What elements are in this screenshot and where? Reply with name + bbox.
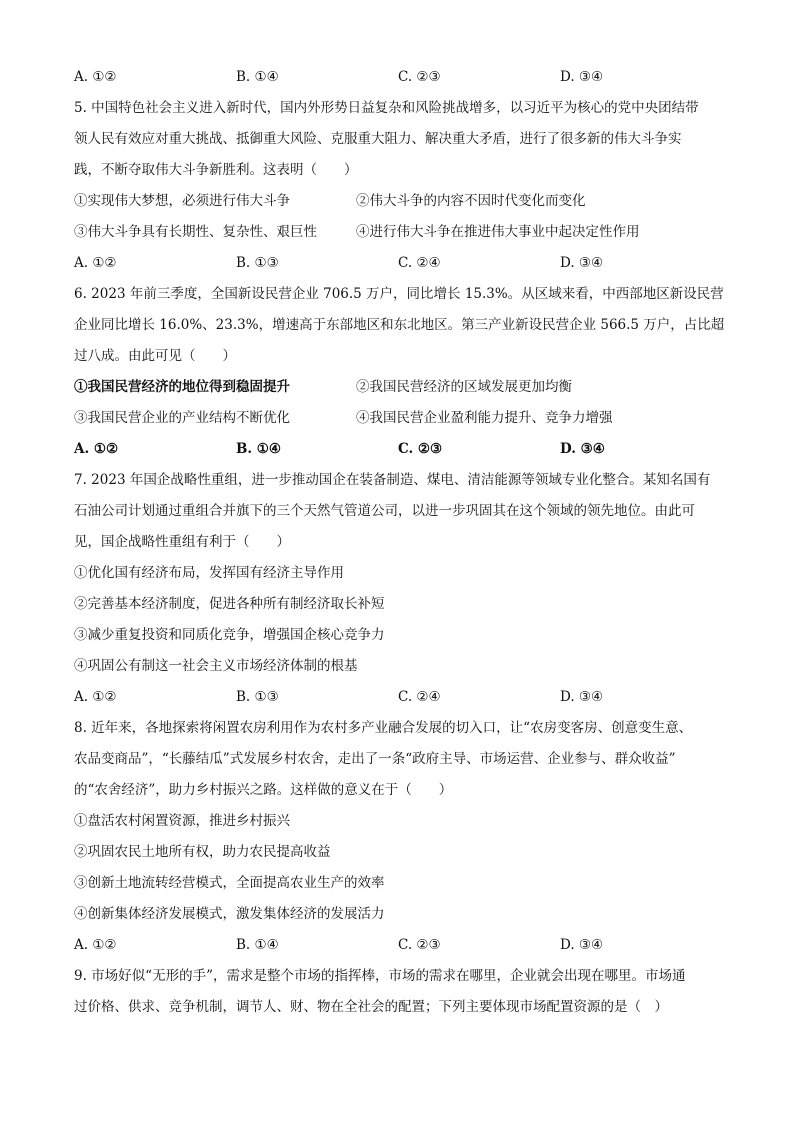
q4-option-a: A. ①② <box>74 69 117 85</box>
q7-option-b: B. ①③ <box>236 689 279 705</box>
q6-statement-row <box>74 403 724 434</box>
q8-statement-1: ①盘活农村闲置资源，推进乡村振兴 <box>74 813 290 829</box>
q5-option-b: B. ①③ <box>236 255 279 271</box>
q5-statement-4: ④进行伟大斗争在推进伟大事业中起决定性作用 <box>356 224 640 240</box>
question-5 <box>74 93 724 279</box>
q4-option-d: D. ③④ <box>560 69 604 85</box>
q7-options <box>74 682 724 713</box>
q7-option-d: D. ③④ <box>560 689 604 705</box>
q8-statement-2: ②巩固农民土地所有权，助力农民提高收益 <box>74 844 331 860</box>
q6-option-a: A. ①② <box>74 441 119 457</box>
q4-option-b: B. ①④ <box>236 69 279 85</box>
q8-option-d: D. ③④ <box>560 937 604 953</box>
q6-statement-2: ②我国民营经济的区域发展更加均衡 <box>356 379 572 395</box>
question-6 <box>74 279 724 465</box>
q8-statement-4: ④创新集体经济发展模式，激发集体经济的发展活力 <box>74 906 385 922</box>
q7-statement-1: ①优化国有经济布局，发挥国有经济主导作用 <box>74 565 344 581</box>
q6-statement-row <box>74 372 724 403</box>
q9-stem-line: 过价格、供求、竞争机制，调节人、财、物在全社会的配置；下列主要体现市场配置资源的是（ ） <box>74 999 668 1015</box>
q7-stem-line: 石油公司计划通过重组合并旗下的三个天然气管道公司，以进一步巩固其在这个领域的领先地位。由此可 <box>74 503 695 519</box>
q8-stem-line: 8. 近年来，各地探索将闲置农房利用作为农村多产业融合发展的切入口，让“农房变客房、创意变生意、 <box>74 720 693 736</box>
question-8 <box>74 713 724 961</box>
question-content <box>74 62 724 1023</box>
q5-stem-line: 5. 中国特色社会主义进入新时代，国内外形势日益复杂和风险挑战增多，以习近平为核心的党中央团结带 <box>74 100 699 116</box>
q6-option-d: D. ③④ <box>560 441 605 457</box>
q6-option-b: B. ①④ <box>236 441 282 457</box>
q7-option-c: C. ②④ <box>398 689 441 705</box>
q8-statement-3: ③创新土地流转经营模式，全面提高农业生产的效率 <box>74 875 385 891</box>
q5-statement-row <box>74 217 724 248</box>
q6-statement-1: ①我国民营经济的地位得到稳固提升 <box>74 379 290 395</box>
q5-statement-1: ①实现伟大梦想，必须进行伟大斗争 <box>74 193 290 209</box>
question-7 <box>74 465 724 713</box>
q5-statement-3: ③伟大斗争具有长期性、复杂性、艰巨性 <box>74 224 317 240</box>
q8-option-a: A. ①② <box>74 937 117 953</box>
q8-option-c: C. ②③ <box>398 937 441 953</box>
q5-options <box>74 248 724 279</box>
q5-option-a: A. ①② <box>74 255 117 271</box>
question-9 <box>74 961 724 1023</box>
q7-stem-line: 7. 2023 年国企战略性重组，进一步推动国企在装备制造、煤电、清洁能源等领域专业化整合。某知名国有 <box>74 472 711 488</box>
q7-statement-4: ④巩固公有制这一社会主义市场经济体制的根基 <box>74 658 358 674</box>
q7-stem-line: 见，国企战略性重组有利于（ ） <box>74 534 290 550</box>
q5-option-d: D. ③④ <box>560 255 604 271</box>
q6-stem-line: 过八成。由此可见（ ） <box>74 348 236 364</box>
q4-option-c: C. ②③ <box>398 69 441 85</box>
q5-stem-line: 领人民有效应对重大挑战、抵御重大风险、克服重大阻力、解决重大矛盾，进行了很多新的伟大斗争实 <box>74 131 682 147</box>
q8-stem-line: 农品变商品”，“长藤结瓜”式发展乡村农舍，走出了一条“政府主导、市场运营、企业参与、群众收益” <box>74 751 676 767</box>
q5-stem-line: 践，不断夺取伟大斗争新胜利。这表明（ ） <box>74 162 358 178</box>
q7-statement-2: ②完善基本经济制度，促进各种所有制经济取长补短 <box>74 596 385 612</box>
q4-options <box>74 62 724 93</box>
q8-option-b: B. ①④ <box>236 937 279 953</box>
q6-stem-line: 6. 2023 年前三季度，全国新设民营企业 706.5 万户，同比增长 15.3%。从区域来看，中西部地区新设民营 <box>74 286 724 302</box>
q6-stem-line: 企业同比增长 16.0%、23.3%，增速高于东部地区和东北地区。第三产业新设民营企业 566.5 万户，占比超 <box>74 317 725 333</box>
q7-option-a: A. ①② <box>74 689 117 705</box>
q5-option-c: C. ②④ <box>398 255 441 271</box>
q9-stem-line: 9. 市场好似“无形的手”，需求是整个市场的指挥棒，市场的需求在哪里，企业就会出现在哪里。市场通 <box>74 968 686 984</box>
q5-statement-2: ②伟大斗争的内容不因时代变化而变化 <box>356 193 586 209</box>
q6-statement-3: ③我国民营企业的产业结构不断优化 <box>74 410 290 426</box>
q8-stem-line: 的“农舍经济”，助力乡村振兴之路。这样做的意义在于（ ） <box>74 782 453 798</box>
q7-statement-3: ③减少重复投资和同质化竞争，增强国企核心竞争力 <box>74 627 385 643</box>
q6-statement-4: ④我国民营企业盈利能力提升、竞争力增强 <box>356 410 613 426</box>
q8-options <box>74 930 724 961</box>
q5-statement-row <box>74 186 724 217</box>
q6-option-c: C. ②③ <box>398 441 443 457</box>
q6-options <box>74 434 724 465</box>
